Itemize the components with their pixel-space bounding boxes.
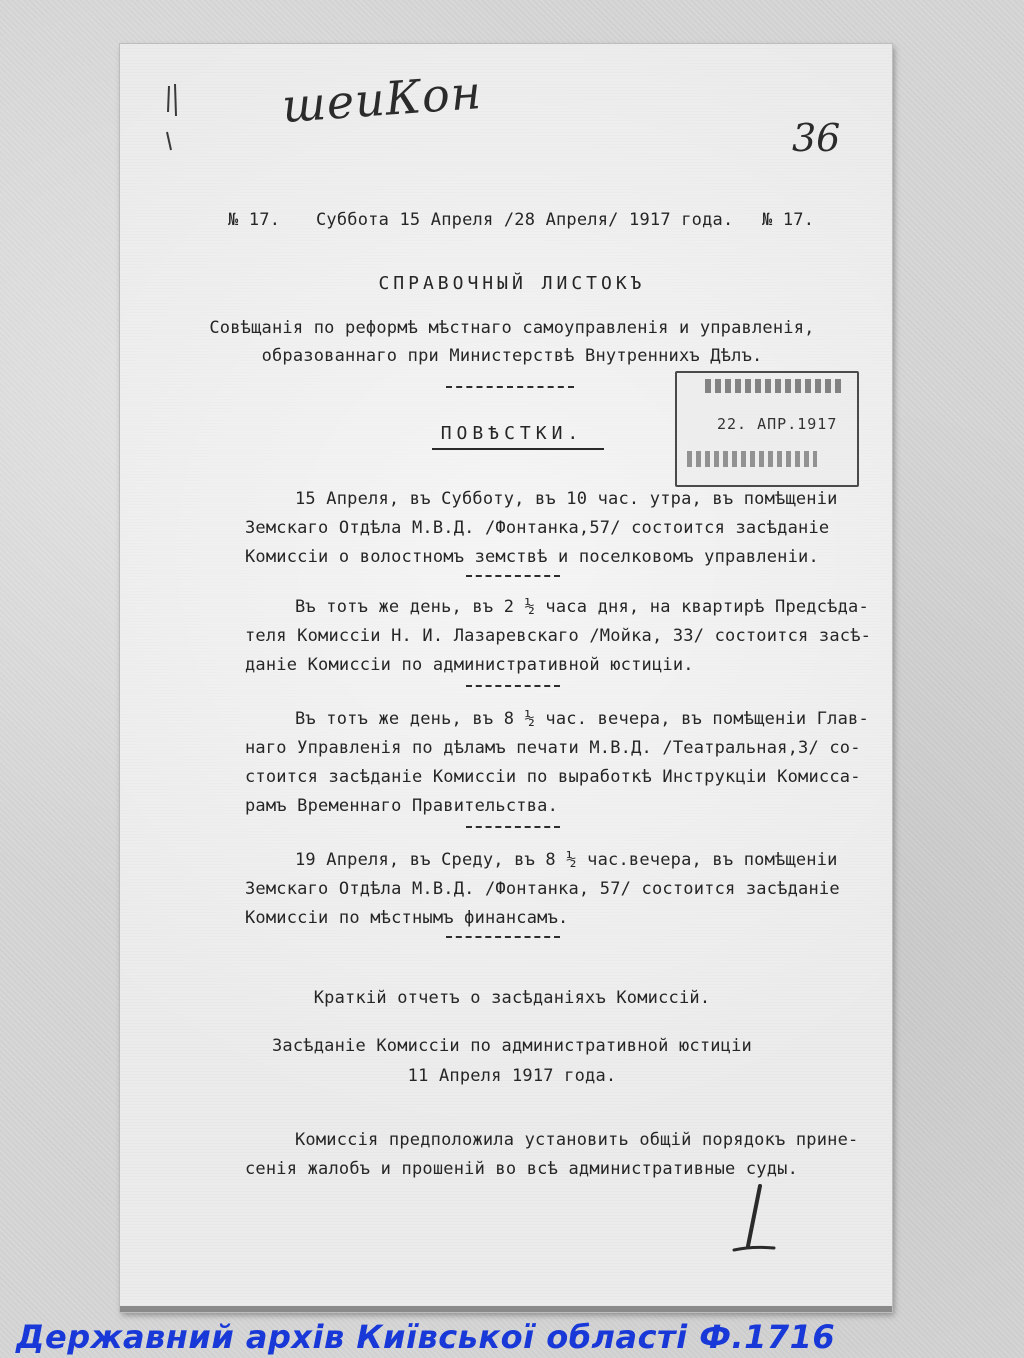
agenda-item — [245, 846, 840, 933]
report-line: сенія жалобъ и прошеній во всѣ административные суды. — [245, 1159, 799, 1179]
agenda-line: даніе Комиссіи по административной юстиціи. — [245, 655, 694, 675]
handwritten-note: шеиКон — [280, 65, 484, 133]
margin-pencil-mark — [163, 82, 183, 152]
divider — [466, 826, 560, 828]
session-date: 11 Апреля 1917 года. — [407, 1066, 617, 1086]
agenda-line: Земскаго Отдѣла М.В.Д. /Фонтанка,57/ состоится засѣданіе — [245, 518, 830, 538]
stamp-smudge — [687, 451, 817, 467]
agenda-line: Въ тотъ же день, въ 2 ½ часа дня, на квартирѣ Предсѣда- — [295, 597, 869, 617]
agenda-line: Комиссіи о волостномъ земствѣ и поселковомъ управленіи. — [245, 547, 819, 567]
divider — [466, 685, 560, 687]
heading-underline — [432, 448, 604, 450]
handwritten-mark — [712, 1180, 802, 1260]
header-date-line: Суббота 15 Апреля /28 Апреля/ 1917 года. — [316, 210, 734, 230]
agenda-line: Комиссіи по мѣстнымъ финансамъ. — [245, 908, 569, 928]
session-title: Засѣданіе Комиссіи по административной юстиціи — [271, 1036, 752, 1056]
document-title: СПРАВОЧНЫЙ ЛИСТОКЪ — [378, 273, 646, 294]
agenda-line: стоится засѣданіе Комиссіи по выработкѣ Инструкціи Комисса- — [245, 767, 861, 787]
divider — [466, 575, 560, 577]
sheet-edge — [120, 1306, 892, 1312]
agenda-line: рамъ Временнаго Правительства. — [245, 796, 559, 816]
agenda-line: теля Комиссіи Н. И. Лазаревскаго /Мойка, 33/ состоится засѣ- — [245, 626, 872, 646]
report-line: Комиссія предположила установить общій порядокъ прине- — [295, 1130, 859, 1150]
agenda-item — [245, 485, 838, 572]
header-number-left: № 17. — [228, 210, 281, 230]
header-number-right: № 17. — [762, 210, 815, 230]
report-heading: Краткій отчетъ о засѣданіяхъ Комиссій. — [313, 988, 711, 1008]
subtitle-line-1: Совѣщанія по реформѣ мѣстнаго самоуправленія и управленія, — [209, 318, 815, 338]
agenda-line: наго Управленія по дѣламъ печати М.В.Д. /Театральная,3/ со- — [245, 738, 861, 758]
stamp-smudge — [705, 379, 845, 393]
agenda-line: 15 Апреля, въ Субботу, въ 10 час. утра, въ помѣщеніи — [295, 489, 838, 509]
archive-watermark: Державний архів Київської області Ф.1716 — [16, 1318, 836, 1356]
agenda-line: Въ тотъ же день, въ 8 ½ час. вечера, въ помѣщеніи Глав- — [295, 709, 869, 729]
subtitle-line-2: образованнаго при Министерствѣ Внутреннихъ Дѣлъ. — [261, 346, 763, 366]
report-body — [245, 1126, 859, 1184]
agenda-heading: ПОВѢСТКИ. — [440, 423, 584, 444]
agenda-line: 19 Апреля, въ Среду, въ 8 ½ час.вечера, въ помѣщеніи — [295, 850, 838, 870]
agenda-item — [245, 705, 869, 821]
stamp-date: 22. АПР.1917 — [717, 415, 838, 433]
divider — [446, 936, 560, 938]
agenda-item — [245, 593, 872, 680]
agenda-line: Земскаго Отдѣла М.В.Д. /Фонтанка, 57/ состоится засѣданіе — [245, 879, 840, 899]
folio-number: 36 — [792, 116, 841, 160]
divider — [446, 386, 574, 388]
